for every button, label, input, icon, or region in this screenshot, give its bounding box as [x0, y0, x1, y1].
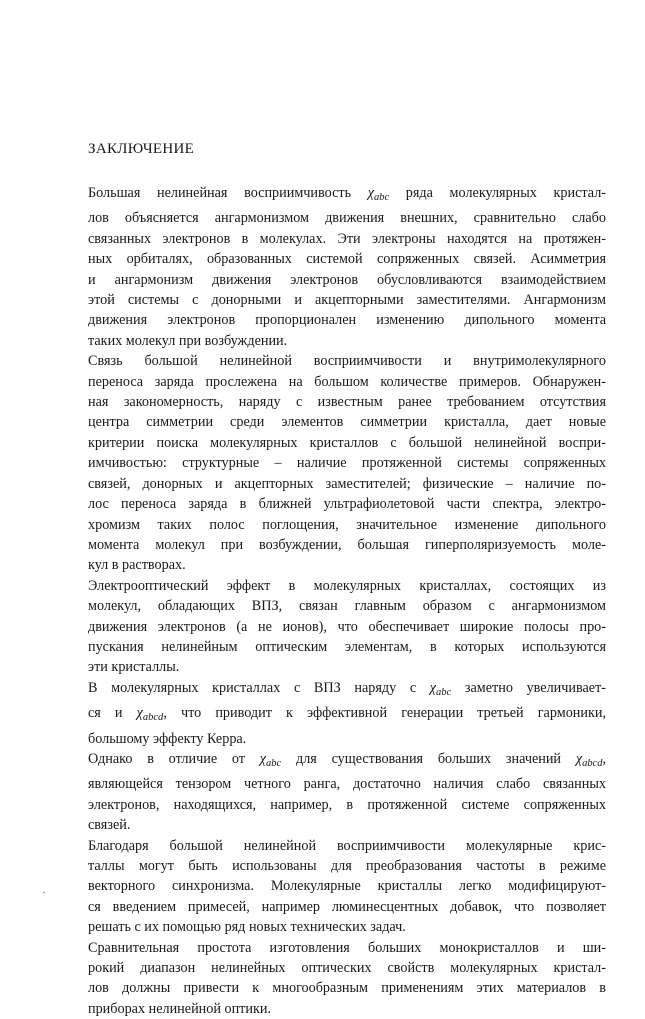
text-line: векторного синхронизма. Молекулярные кристаллы легко модифицируют-: [88, 878, 606, 895]
text-line: лов должны привести к многообразным применениям этих материалов в: [88, 980, 606, 997]
text-line: связей.: [88, 817, 131, 834]
text-line: таллы могут быть использованы для преобразования частоты в режиме: [88, 858, 606, 874]
text-line: центра симметрии среди элементов симметрии кристалла, дает новые: [88, 414, 606, 431]
text-line: ся введением примесей, например люминесцентных добавок, что позволяет: [88, 898, 606, 915]
section-heading: ЗАКЛЮЧЕНИЕ: [88, 141, 195, 157]
paragraph-6: [88, 836, 606, 938]
chi-abc-symbol: $\chi_{abc}$: [367, 185, 390, 203]
text-line: Сравнительная простота изготовления больших монокристаллов и ши-: [88, 939, 606, 956]
text-line: Большая нелинейная восприимчивость $\chi_{abc}$ ряда молекулярных кристал-: [88, 185, 607, 203]
text-line: критерии поиска молекулярных кристаллов с большой нелинейной воспри-: [88, 434, 606, 451]
body-text: [88, 183, 606, 1019]
text-line: лос переноса заряда в ближней ультрафиолетовой части спектра, электро-: [88, 496, 606, 513]
text-line: Электрооптический эффект в молекулярных кристаллах, состоящих из: [88, 577, 606, 594]
chi-abcd-symbol: $\chi_{abcd}$: [575, 750, 603, 769]
text-line: момента молекул при возбуждении, большая гиперполяризуемость моле-: [88, 536, 606, 553]
text-line: движения электронов пропорционален изменению дипольного момента: [88, 312, 606, 329]
text-line: электронов, находящихся, например, в протяженной системе сопряженных: [88, 796, 606, 813]
margin-mark: ·: [42, 885, 46, 899]
text-line: движения электронов (а не ионов), что обеспечивает широкие полосы про-: [88, 618, 606, 635]
text-line: решать с их помощью ряд новых технических задач.: [88, 919, 406, 936]
text-line: связанных электронов в молекулах. Эти электроны находятся на протяжен-: [88, 230, 606, 247]
text-line: приборах нелинейной оптики.: [88, 1000, 272, 1017]
text-line: пускания нелинейным оптическим элементам, в которых используются: [88, 638, 606, 655]
text-line: ся и $\chi_{abcd}$, что приводит к эффективной генерации третьей гармоники,: [88, 705, 607, 724]
text-line: эти кристаллы.: [88, 659, 180, 676]
text-line: связей, донорных и акцепторных заместителей; физические – наличие по-: [88, 475, 606, 492]
text-line: большому эффекту Керра.: [88, 730, 247, 747]
text-line: В молекулярных кристаллах с ВПЗ наряду с $\chi_{abc}$ заметно увеличивает-: [88, 679, 607, 698]
text-line: этой системы с донорными и акцепторными заместителями. Ангармонизм: [88, 292, 606, 309]
chi-abc-symbol: $\chi_{abc}$: [259, 750, 282, 769]
text-line: Благодаря большой нелинейной восприимчивости молекулярные крис-: [88, 837, 606, 854]
paragraph-4: [88, 678, 606, 749]
text-line: переноса заряда прослежена на большом количестве примеров. Обнаружен-: [88, 373, 606, 390]
text-line: Связь большой нелинейной восприимчивости и внутримолекулярного: [88, 353, 606, 370]
text-line: являющейся тензором четного ранга, достаточно наличия слабо связанных: [88, 776, 606, 793]
text-line: молекул, обладающих ВПЗ, связан главным образом с ангармонизмом: [88, 598, 606, 615]
text-line: Однако в отличие от $\chi_{abc}$ для существования больших значений $\chi_{abcd}$,: [88, 750, 607, 769]
text-line: ных орбиталях, образованных системой сопряженных связей. Асимметрия: [88, 251, 606, 268]
text-line: рокий диапазон нелинейных оптических свойств молекулярных кристал-: [88, 960, 606, 977]
paragraph-2: [88, 351, 606, 575]
paragraph-7: [88, 938, 606, 1019]
text-line: таких молекул при возбуждении.: [88, 332, 288, 349]
text-line: имчивостью: структурные – наличие протяженной системы сопряженных: [88, 455, 606, 472]
text-line: лов объясняется ангармонизмом движения внешних, сравнительно слабо: [88, 210, 606, 227]
text-line: и ангармонизм движения электронов обусловливаются взаимодействием: [88, 271, 606, 288]
text-line: ная закономерность, наряду с известным ранее требованием отсутствия: [88, 394, 606, 411]
text-line: кул в растворах.: [88, 557, 186, 574]
paragraph-1: [88, 183, 606, 351]
paragraph-3: [88, 576, 606, 678]
paragraph-5: [88, 749, 606, 836]
text-line: хромизм таких полос поглощения, значительное изменение дипольного: [88, 516, 606, 533]
chi-abcd-symbol: $\chi_{abcd}$: [136, 705, 164, 724]
chi-abc-symbol: $\chi_{abc}$: [429, 679, 452, 698]
